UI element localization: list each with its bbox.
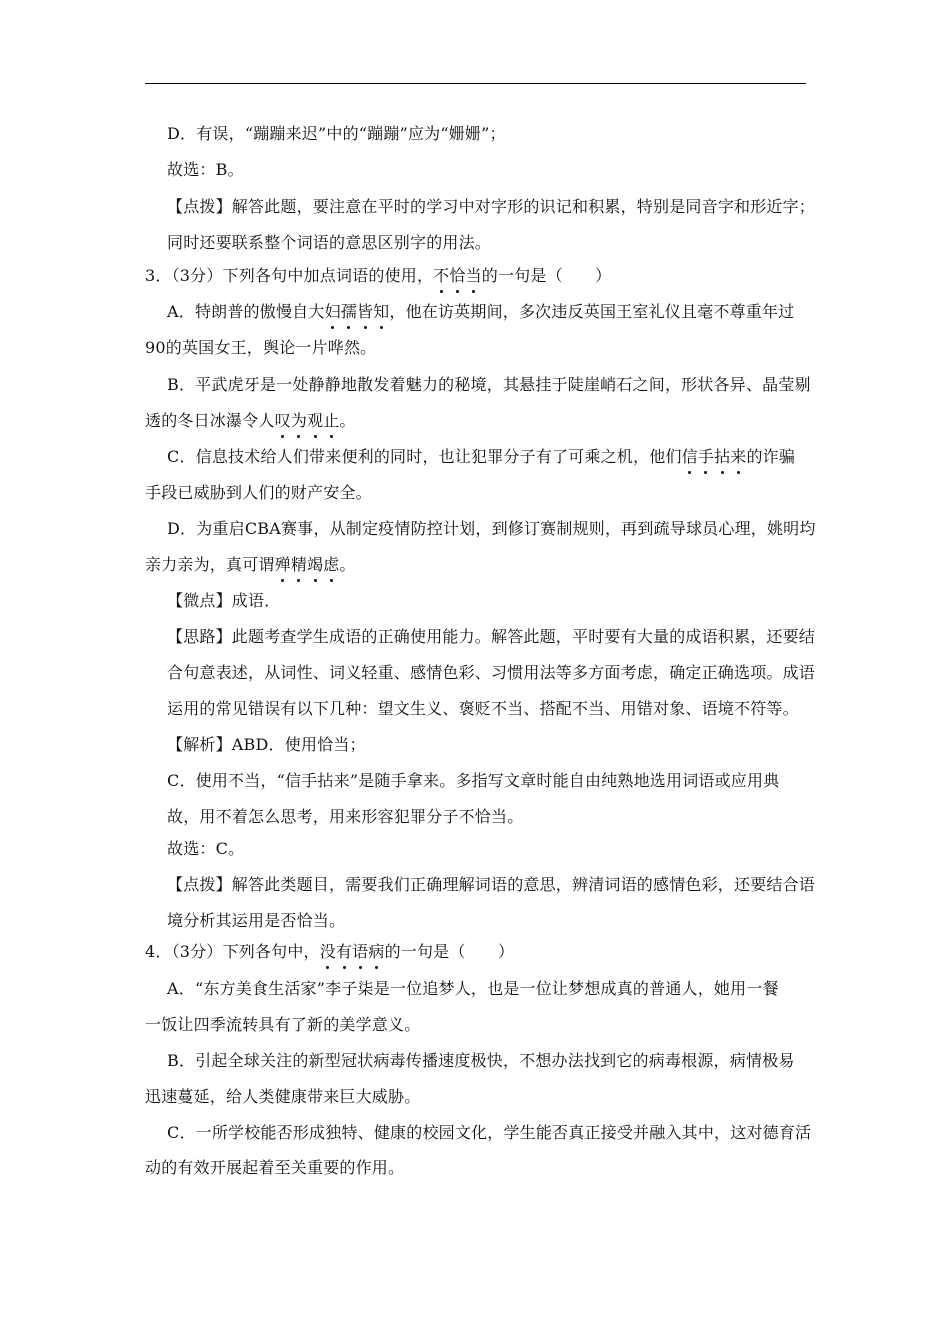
emphasis-char: 当 <box>466 264 482 288</box>
analysis-line-3: 故，用不着怎么思考，用来形容犯罪分子不恰当。 <box>167 807 524 826</box>
emphasis-char: 叹 <box>275 409 291 433</box>
q3-option-d-cont: 亲力亲为，真可谓殚精竭虑。 <box>145 553 807 577</box>
emphasis-char: 手 <box>698 445 714 469</box>
emphasis-char: 有 <box>336 940 352 964</box>
header-rule <box>145 83 806 84</box>
q4-option-b: B．引起全球关注的新型冠状病毒传播速度极快，不想办法找到它的病毒根源，病情极易 <box>167 1051 795 1070</box>
q4-option-c-cont: 动的有效开展起着至关重要的作用。 <box>145 1158 405 1177</box>
tip2-line-1: 【点拨】解答此类题目，需要我们正确理解词语的意思，辨清词语的感情色彩，还要结合语 <box>167 875 816 894</box>
emphasis-char: 止 <box>323 409 339 433</box>
q3-option-a-cont: 90的英国女王，舆论一片哗然。 <box>145 338 377 357</box>
q4-option-c: C．一所学校能否形成独特、健康的校园文化，学生能否真正接受并融入其中，这对德育活 <box>167 1123 812 1142</box>
q4-option-a: A．“东方美食生活家”李子柒是一位追梦人，也是一位让梦想成真的普通人，她用一餐 <box>167 979 779 998</box>
dotted-text <box>433 266 482 285</box>
emphasis-char: 为 <box>291 409 307 433</box>
dotted-text <box>275 411 340 430</box>
question-3-stem: 3．（3分）下列各句中加点词语的使用，不恰当的一句是（ ） <box>145 264 807 288</box>
q3-option-c-cont: 手段已威胁到人们的财产安全。 <box>145 483 372 502</box>
emphasis-char: 病 <box>368 940 384 964</box>
emphasis-char: 拈 <box>714 445 730 469</box>
dotted-text <box>325 302 390 321</box>
q3-option-a: A．特朗普的傲慢自大妇孺皆知，他在访英期间，多次违反英国王室礼仪且毫不尊重年过 <box>167 300 807 324</box>
emphasis-char: 没 <box>320 940 336 964</box>
micro-point: 【微点】成语． <box>167 591 281 610</box>
emphasis-char: 虑 <box>323 553 339 577</box>
emphasis-char: 知 <box>373 300 389 324</box>
emphasis-char: 竭 <box>307 553 323 577</box>
tip-line-2: 同时还要联系整个词语的意思区别字的用法。 <box>167 233 492 252</box>
emphasis-char: 不 <box>433 264 449 288</box>
approach-line-1: 【思路】此题考查学生成语的正确使用能力。解答此题，平时要有大量的成语积累，还要结 <box>167 627 816 646</box>
emphasis-char: 妇 <box>325 300 341 324</box>
dotted-text <box>275 555 340 574</box>
q3-option-b-cont: 透的冬日冰瀑令人叹为观止。 <box>145 409 807 433</box>
q3-option-c: C．信息技术给人们带来便利的同时，也让犯罪分子有了可乘之机，他们信手拈来的诈骗 <box>167 445 807 469</box>
analysis-line-1: 【解析】ABD．使用恰当； <box>167 735 366 754</box>
q4-option-b-cont: 迅速蔓延，给人类健康带来巨大威胁。 <box>145 1087 421 1106</box>
emphasis-char: 语 <box>352 940 368 964</box>
emphasis-char: 殚 <box>275 553 291 577</box>
question-4-stem: 4．（3分）下列各句中，没有语病的一句是（ ） <box>145 940 807 964</box>
dotted-text <box>320 942 385 961</box>
emphasis-char: 孺 <box>341 300 357 324</box>
q4-option-a-cont: 一饭让四季流转具有了新的美学意义。 <box>145 1015 421 1034</box>
approach-line-2: 合句意表述，从词性、词义轻重、感情色彩、习惯用法等多方面考虑，确定正确选项。成语 <box>167 663 816 682</box>
answer-line: 故选：B。 <box>167 160 244 179</box>
q3-option-b: B．平武虎牙是一处静静地散发着魅力的秘境，其悬挂于陡崖峭石之间，形状各异、晶莹剔 <box>167 375 811 394</box>
emphasis-char: 来 <box>730 445 746 469</box>
analysis-line-2: C．使用不当，“信手拈来”是随手拿来。多指写文章时能自由纯熟地选用词语或应用典 <box>167 771 780 790</box>
tip-line-1: 【点拨】解答此题，要注意在平时的学习中对字形的识记和积累，特别是同音字和形近字； <box>167 197 816 216</box>
emphasis-char: 观 <box>307 409 323 433</box>
answer-line-2: 故选：C。 <box>167 839 245 858</box>
emphasis-char: 精 <box>291 553 307 577</box>
tip2-line-2: 境分析其运用是否恰当。 <box>167 911 346 930</box>
approach-line-3: 运用的常见错误有以下几种：望文生义、褒贬不当、搭配不当、用错对象、语境不符等。 <box>167 699 799 718</box>
q3-option-d: D．为重启CBA赛事，从制定疫情防控计划，到修订赛制规则，再到疏导球员心理，姚明均 <box>167 519 816 538</box>
emphasis-char: 信 <box>682 445 698 469</box>
emphasis-char: 恰 <box>449 264 465 288</box>
option-d-analysis: D．有误，“蹦蹦来迟”中的“蹦蹦”应为“姗姗”； <box>167 124 506 143</box>
emphasis-char: 皆 <box>357 300 373 324</box>
dotted-text <box>682 447 747 466</box>
